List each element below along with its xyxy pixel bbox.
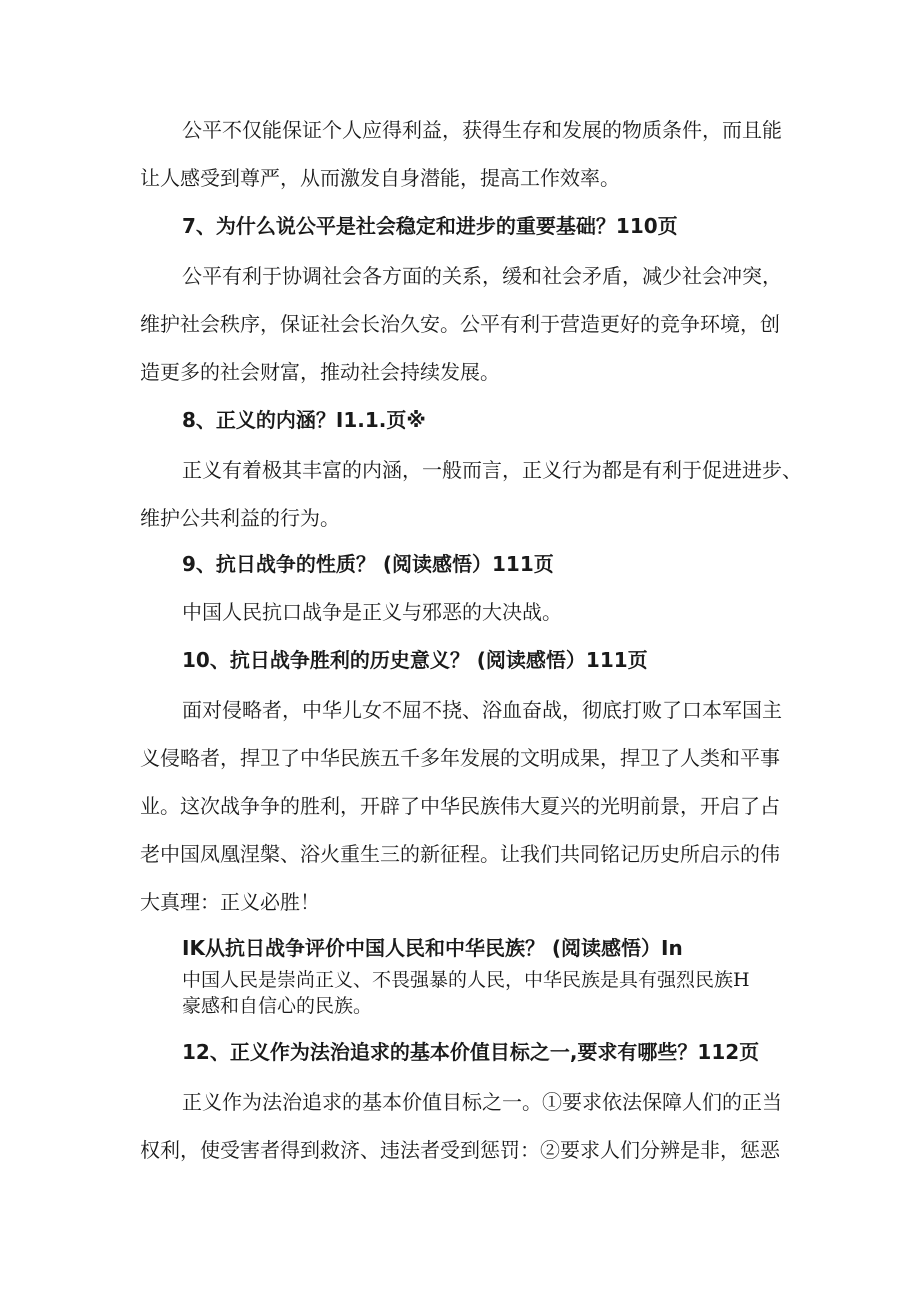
question-heading-8: 8、正义的内涵？I1.1.页※ — [182, 408, 426, 432]
paragraph-line: 业。这次战争争的胜利，开辟了中华民族伟大夏兴的光明前景，开启了占 — [140, 794, 780, 818]
question-heading-12: 12、正义作为法治追求的基本价值目标之一,要求有哪些？112页 — [182, 1040, 760, 1064]
paragraph-line: 让人感受到尊严，从而激发自身潜能，提高工作效率。 — [140, 166, 620, 190]
paragraph-line: 豪感和自信心的民族。 — [182, 995, 373, 1017]
paragraph-line: 造更多的社会财富，推动社会持续发展。 — [140, 360, 500, 384]
question-heading-9: 9、抗日战争的性质？ (阅读感悟）111页 — [182, 552, 554, 576]
paragraph-line: 大真理：正义必胜！ — [140, 890, 320, 914]
paragraph-line: 维护社会秩序，保证社会长治久安。公平有利于营造更好的竞争环境，创 — [140, 312, 780, 336]
paragraph-line: 义侵略者，捍卫了中华民族五千多年发展的文明成果，捍卫了人类和平事 — [140, 746, 780, 770]
question-heading-7: 7、为什么说公平是社会稳定和进步的重要基础？110页 — [182, 214, 678, 238]
paragraph-line: 公平不仅能保证个人应得利益，获得生存和发展的物质条件，而且能 — [182, 118, 782, 142]
paragraph-line: 公平有利于协调社会各方面的关系，缓和社会矛盾，减少社会冲突， — [182, 264, 782, 288]
paragraph-line: 维护公共利益的行为。 — [140, 506, 340, 530]
paragraph-line: 面对侵略者，中华儿女不屈不挠、浴血奋战，彻底打败了口本军国主 — [182, 698, 782, 722]
paragraph-line: 中国人民抗口战争是正义与邪恶的大决战。 — [182, 600, 562, 624]
paragraph-line: 正义作为法治追求的基本价值目标之一。①要求依法保障人们的正当 — [182, 1090, 782, 1114]
paragraph-line: 正义有着极其丰富的内涵，一般而言，正义行为都是有利于促进进步、 — [182, 458, 802, 482]
question-heading-10: 10、抗日战争胜利的历史意义？ (阅读感悟）111页 — [182, 648, 648, 672]
paragraph-line: 老中国凤凰涅槃、浴火重生三的新征程。让我们共同铭记历史所启示的伟 — [140, 842, 780, 866]
paragraph-line: 权利，使受害者得到救济、违法者受到惩罚：②要求人们分辨是非，惩恶 — [140, 1138, 780, 1162]
paragraph-line: 中国人民是崇尚正义、不畏强暴的人民，中华民族是具有强烈民族H — [182, 969, 750, 991]
question-heading-11: IK从抗日战争评价中国人民和中华民族？ (阅读感悟）In — [182, 936, 683, 960]
